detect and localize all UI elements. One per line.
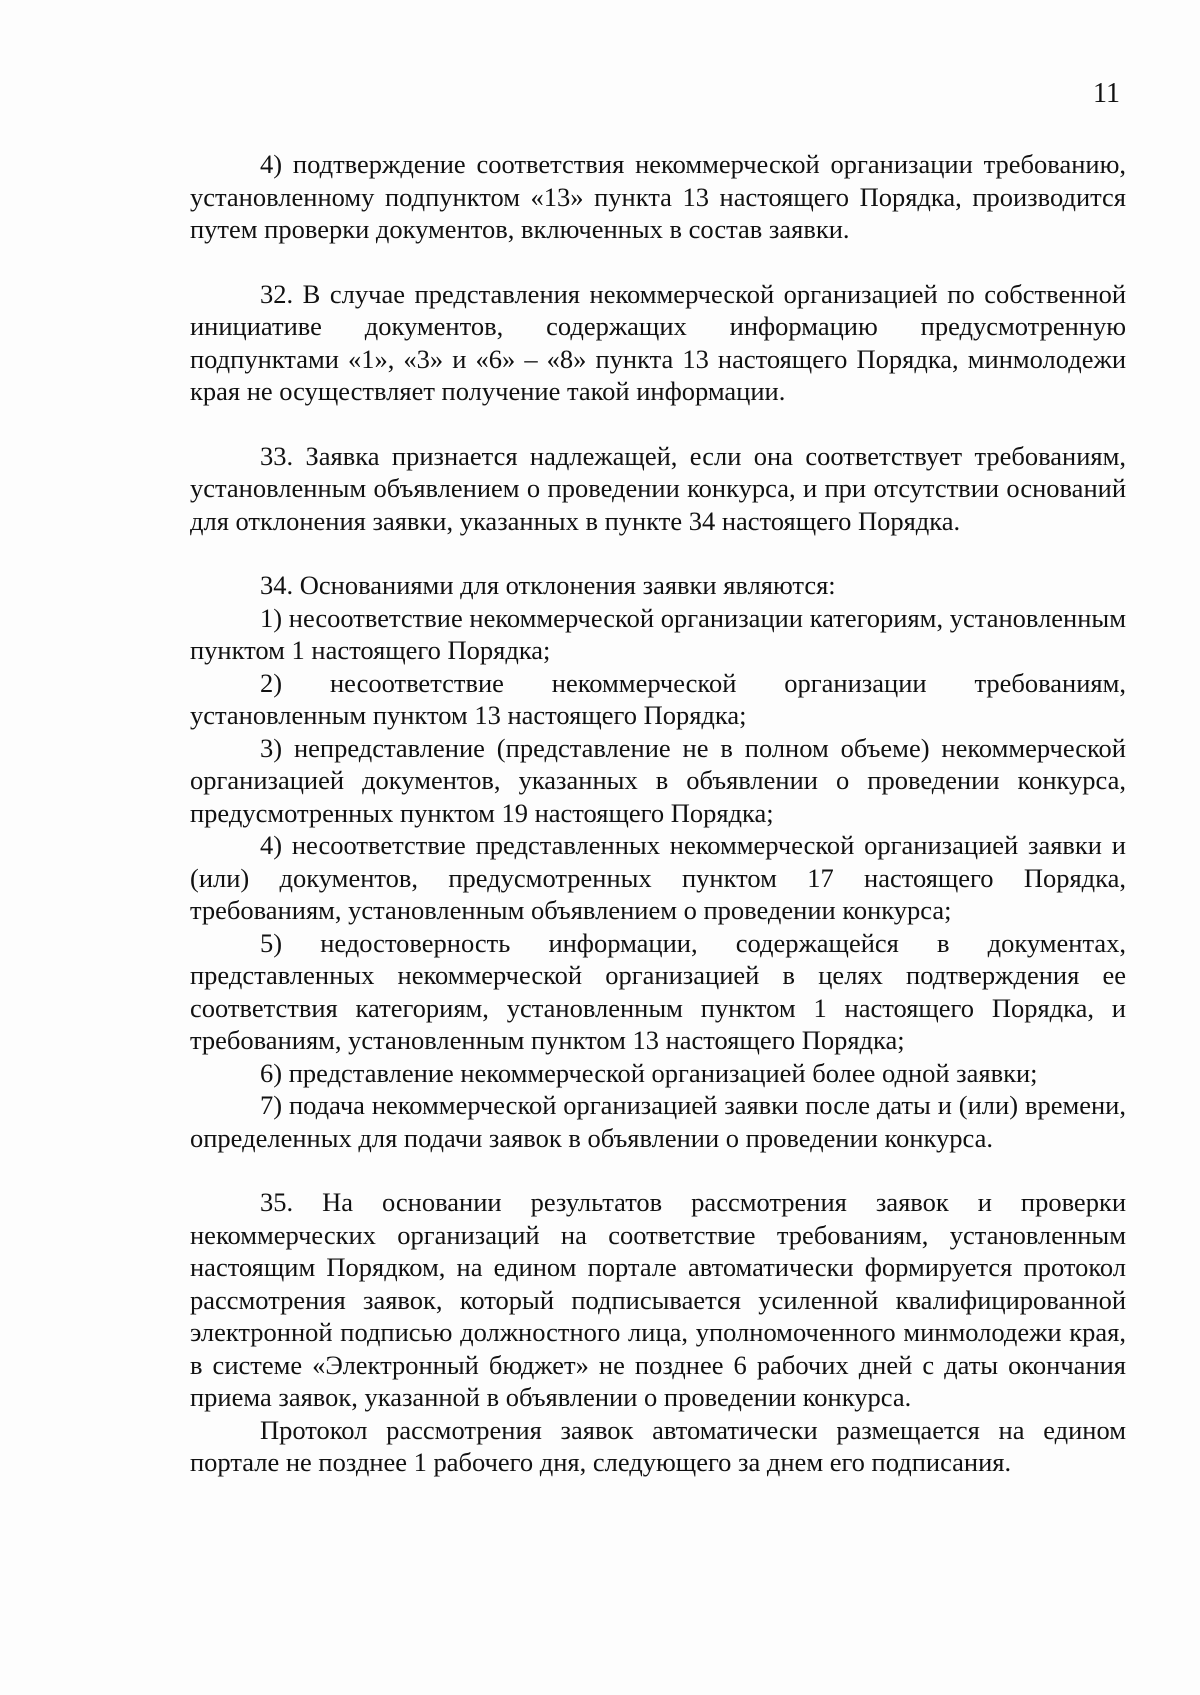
paragraph-34-item-6: 6) представление некоммерческой организацией более одной заявки; [260,1057,1038,1088]
paragraph-34: 34. Основаниями для отклонения заявки являются: [260,570,836,600]
paragraph-34-item-3: 3) непредставление (представление не в полном объеме) некоммерческой организацией документов, указанных в объявлении о проведении конкурса, предусмотренных пунктом 19 настоящего Порядка; [190,732,1126,828]
document-body [190,148,1126,1479]
paragraph-32: 32. В случае представления некоммерческой организацией по собственной инициативе документов, содержащих информацию предусмотренную подпунктами «1», «3» и «6» – «8» пункта 13 настоящего Порядка, минмолодежи края не осуществляет получение такой информации. [190,278,1126,406]
paragraph-spacer [190,537,1126,569]
paragraph-34-item-4: 4) несоответствие представленных некоммерческой организацией заявки и (или) документов, предусмотренных пунктом 17 настоящего Порядка, требованиям, установленным объявлением о проведении конкурса; [190,830,1126,925]
paragraph-spacer [190,408,1126,440]
paragraph-34-item-2: 2) несоответствие некоммерческой организации требованиям, установленным пунктом 13 настоящего Порядка; [190,667,1126,730]
paragraph-31-4: 4) подтверждение соответствия некоммерческой организации требованию, установленному подпунктом «13» пункта 13 настоящего Порядка, производится путем проверки документов, включенных в состав заявки. [190,149,1126,244]
paragraph-35: 35. На основании результатов рассмотрения заявок и проверки некоммерческих организаций на соответствие требованиям, установленным настоящим Порядком, на едином портале автоматически формируется протокол рассмотрения заявок, который подписывается усиленной квалифицированной электронной подписью должностного лица, уполномоченного минмолодежи края, в системе «Электронный бюджет» не позднее 6 рабочих дней с даты окончания приема заявок, указанной в объявлении о проведении конкурса. [190,1187,1126,1412]
paragraph-33: 33. Заявка признается надлежащей, если она соответствует требованиям, установленным объявлением о проведении конкурса, и при отсутствии оснований для отклонения заявки, указанных в пункте 34 настоящего Порядка. [190,440,1126,536]
paragraph-spacer [190,1154,1126,1186]
paragraph-34-item-1: 1) несоответствие некоммерческой организации категориям, установленным пунктом 1 настоящего Порядка; [190,602,1126,665]
paragraph-35-continuation: Протокол рассмотрения заявок автоматически размещается на едином портале не позднее 1 рабочего дня, следующего за днем его подписания. [190,1414,1126,1477]
page-number: 11 [1093,78,1120,109]
paragraph-34-item-5: 5) недостоверность информации, содержащейся в документах, представленных некоммерческой организацией в целях подтверждения ее соответствия категориям, установленным пунктом 1 настоящего Порядка, и требованиям, установленным пунктом 13 настоящего Порядка; [190,927,1126,1055]
paragraph-34-item-7: 7) подача некоммерческой организацией заявки после даты и (или) времени, определенных для подачи заявок в объявлении о проведении конкурса. [190,1090,1126,1153]
paragraph-spacer [190,246,1126,278]
